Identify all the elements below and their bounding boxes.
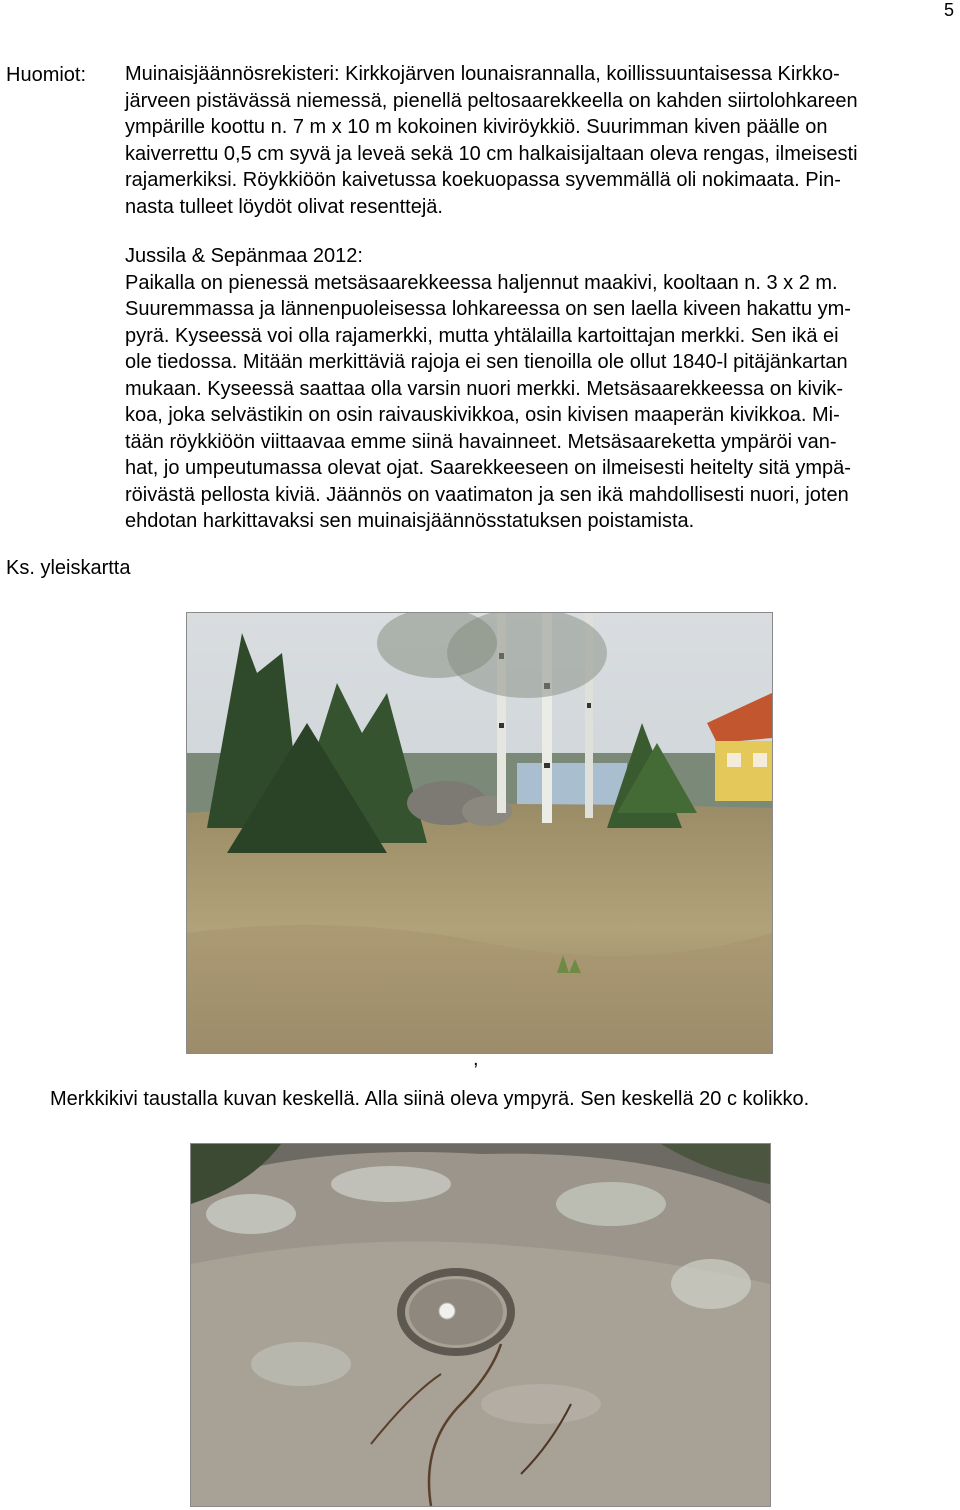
see-map-label: Ks. yleiskartta	[6, 557, 131, 579]
text-line: Suuremmassa ja lännenpuoleisessa lohkareessa on sen laella kiveen hakattu ym-	[125, 298, 851, 320]
survey-heading: Jussila & Sepänmaa 2012:	[125, 245, 363, 267]
remarks-label: Huomiot:	[6, 64, 87, 86]
text-line: rajamerkiksi. Röykkiöön kaivetussa koekuopassa syvemmällä oli nokimaata. Pin-	[125, 169, 841, 191]
text-line: järveen pistävässä niemessä, pienellä peltosaarekkeella on kahden siirtolohkareen	[125, 89, 858, 112]
text-line: ympärille koottu n. 7 m x 10 m kokoinen kiviröykkiö. Suurimman kiven päälle on	[125, 116, 828, 138]
stray-comma: ,	[473, 1048, 479, 1070]
text-line: kaiverrettu 0,5 cm syvä ja leveä sekä 10 cm halkaisijaltaan oleva rengas, ilmeisesti	[125, 142, 858, 165]
text-line: koa, joka selvästikin on osin raivauskivikkoa, osin kivisen maaperän kivikkoa. Mi-	[125, 404, 840, 426]
text-line: hat, jo umpeutumassa olevat ojat. Saarekkeeseen on ilmeisesti heitelty sitä ympä-	[125, 457, 851, 479]
survey-paragraph	[125, 243, 953, 535]
landscape-photo	[186, 612, 773, 1054]
text-line: Muinaisjäännösrekisteri: Kirkkojärven lounaisrannalla, koillissuuntaisessa Kirkko-	[125, 63, 840, 85]
page-number: 5	[943, 0, 954, 20]
text-line: Paikalla on pienessä metsäsaarekkeessa haljennut maakivi, kooltaan n. 3 x 2 m.	[125, 271, 838, 294]
registry-paragraph	[125, 61, 953, 220]
text-line: tään röykkiöön viittaavaa emme siinä havainneet. Metsäsaareketta ympäröi van-	[125, 430, 837, 453]
rock-photo	[190, 1143, 771, 1507]
text-line: ehdotan harkittavaksi sen muinaisjäännösstatuksen poistamista.	[125, 510, 695, 532]
text-line: röivästä pellosta kiviä. Jäännös on vaatimaton ja sen ikä mahdollisesti nuori, joten	[125, 483, 849, 506]
text-line: pyrä. Kyseessä voi olla rajamerkki, mutta yhtälailla kartoittajan merkki. Sen ikä ei	[125, 324, 839, 347]
photo-caption: Merkkikivi taustalla kuvan keskellä. Alla siinä oleva ympyrä. Sen keskellä 20 c kolikko.	[50, 1088, 810, 1110]
text-line: nasta tulleet löydöt olivat resenttejä.	[125, 195, 443, 218]
text-line: ole tiedossa. Mitään merkittäviä rajoja ei sen tienoilla ole ollut 1840-l pitäjänkartan	[125, 351, 848, 373]
text-line: mukaan. Kyseessä saattaa olla varsin nuori merkki. Metsäsaarekkeessa on kivik-	[125, 377, 844, 400]
